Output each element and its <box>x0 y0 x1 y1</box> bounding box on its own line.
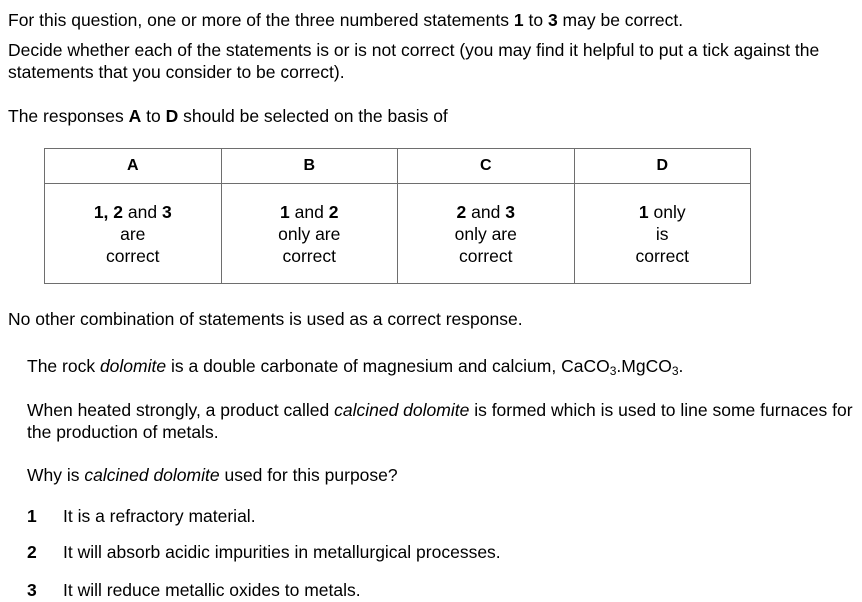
column-header-d: D <box>574 149 751 184</box>
response-cell-b <box>221 184 398 284</box>
cell-line-3: correct <box>106 245 160 266</box>
statement-text: It will absorb acidic impurities in metallurgical processes. <box>63 542 501 562</box>
instruction-text: may be correct. <box>562 10 684 30</box>
cell-line-3: correct <box>635 245 689 266</box>
instruction-line-2 <box>8 39 860 83</box>
question-text: is a double carbonate of magnesium and calcium, CaCO <box>170 356 610 376</box>
instruction-line-3 <box>8 105 448 127</box>
cell-line-3: correct <box>282 245 336 266</box>
cell-line-2: are <box>120 223 146 244</box>
instruction-line-1 <box>8 9 683 31</box>
instruction-text: For this question, one or more of the three numbered statements <box>8 10 509 30</box>
question-paragraph-1 <box>27 355 683 377</box>
response-cell-a <box>45 184 222 284</box>
italic-term: calcined dolomite <box>84 465 220 485</box>
question-text: Why is <box>27 465 80 485</box>
subscript: 3 <box>671 364 679 378</box>
cell-text: and <box>289 201 329 222</box>
statement-text: It will reduce metallic oxides to metals. <box>63 580 361 600</box>
instruction-text: Decide whether each of the statements is or is not correct (you may find it helpful to put a tick against the statements that you consider to be correct). <box>8 40 820 82</box>
question-text: When heated strongly, a product called <box>27 400 330 420</box>
question-text: .MgCO <box>616 356 672 376</box>
cell-line-2: only are <box>454 223 517 244</box>
cell-text: only <box>648 201 686 222</box>
instruction-text: should be selected on the basis of <box>183 106 448 126</box>
question-text: is formed which is used to line some furnaces for the production of metals. <box>27 400 853 442</box>
table-header-row <box>45 149 751 184</box>
question-paragraph-3 <box>27 464 398 486</box>
column-header-a: A <box>45 149 222 184</box>
bold-numbers: 2 <box>328 201 339 222</box>
question-paragraph-2 <box>27 399 857 443</box>
cell-line-2: only are <box>278 223 341 244</box>
statement-number: 2 <box>27 542 37 562</box>
cell-line-3: correct <box>459 245 513 266</box>
statement-number: 3 <box>27 580 37 600</box>
column-header-b: B <box>221 149 398 184</box>
statement-number: 1 <box>27 506 37 526</box>
question-text: used for this purpose? <box>224 465 398 485</box>
response-end-letter: D <box>165 106 179 126</box>
italic-term: calcined dolomite <box>334 400 470 420</box>
bold-numbers: 3 <box>161 201 172 222</box>
column-header-c: C <box>398 149 575 184</box>
response-start-letter: A <box>128 106 142 126</box>
statement-start-number: 1 <box>513 10 524 30</box>
no-other-combination-note: No other combination of statements is used as a correct response. <box>8 309 523 329</box>
bold-numbers: 1, 2 <box>93 201 124 222</box>
cell-text: and <box>123 201 162 222</box>
response-cell-d <box>574 184 751 284</box>
response-key-table <box>44 148 751 284</box>
bold-numbers: 2 <box>456 201 467 222</box>
table-row <box>45 184 751 284</box>
statement-end-number: 3 <box>547 10 558 30</box>
cell-text: and <box>466 201 506 222</box>
subscript: 3 <box>609 364 617 378</box>
question-text: . <box>678 356 684 376</box>
statement-text: It is a refractory material. <box>63 506 256 526</box>
cell-line-1 <box>398 201 574 223</box>
cell-line-1 <box>222 201 398 223</box>
cell-line-1 <box>45 201 221 223</box>
instruction-text: to <box>146 106 161 126</box>
bold-numbers: 1 <box>638 201 649 222</box>
instruction-text: The responses <box>8 106 124 126</box>
instruction-text: to <box>528 10 544 30</box>
response-cell-c <box>398 184 575 284</box>
question-text: The rock <box>27 356 96 376</box>
cell-line-2: is <box>655 223 669 244</box>
cell-line-1 <box>575 201 751 223</box>
italic-term: dolomite <box>99 356 167 376</box>
bold-numbers: 1 <box>280 201 290 222</box>
bold-numbers: 3 <box>505 201 515 222</box>
